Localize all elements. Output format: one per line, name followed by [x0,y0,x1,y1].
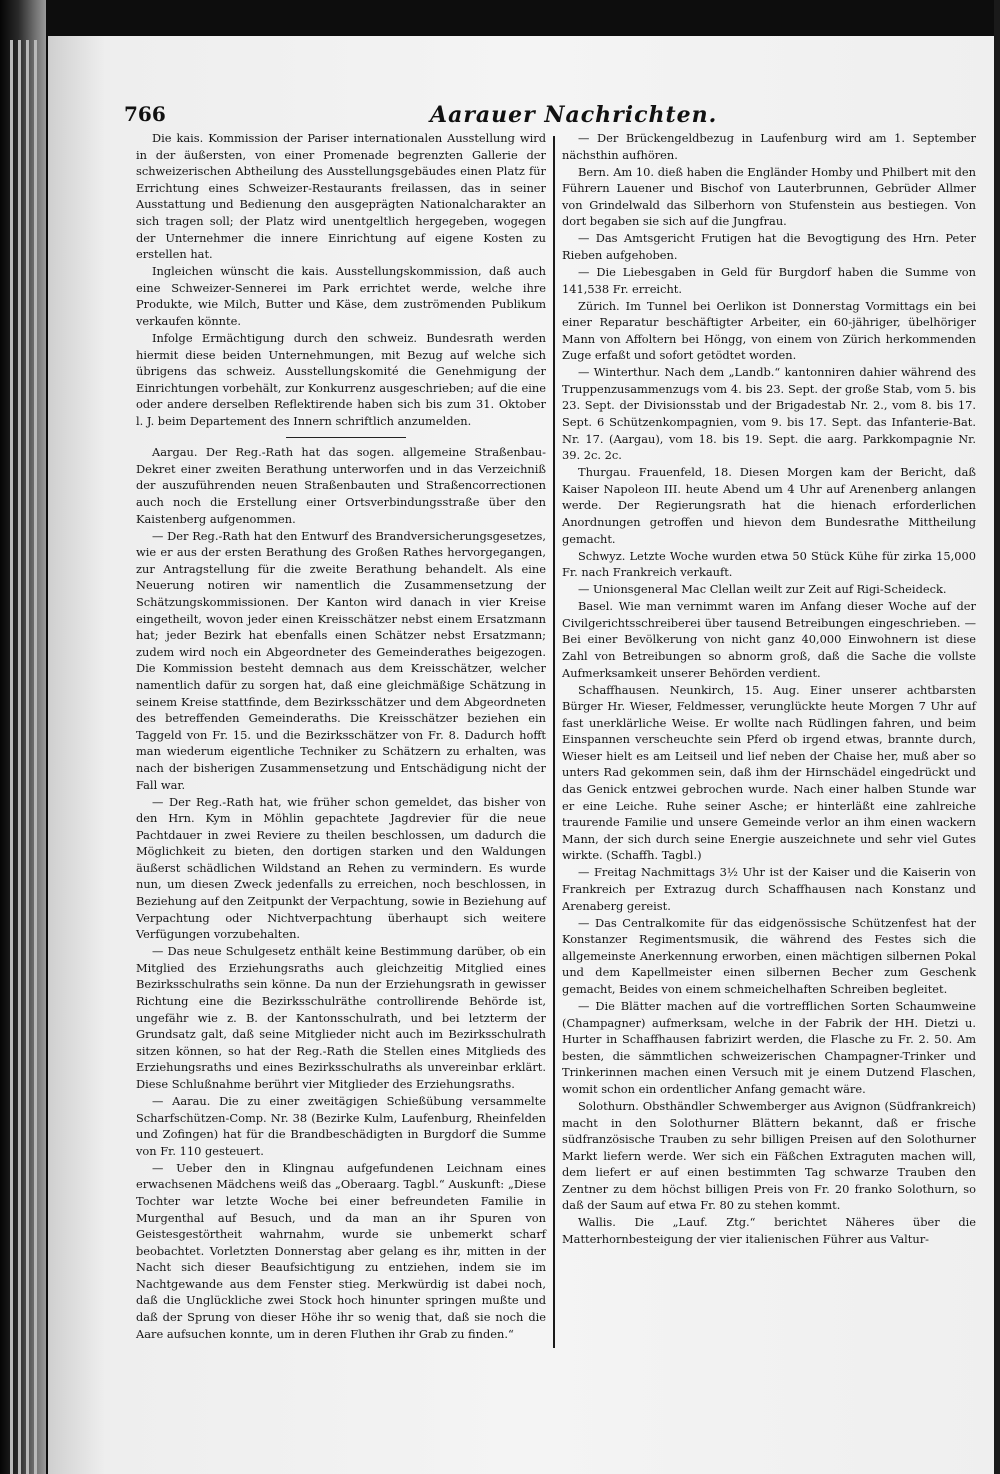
paragraph: Zürich. Im Tunnel bei Oerlikon ist Donnerstag Vormittags ein bei einer Reparatur beschäftigter Arbeiter, ein 60-jähriger, übelhöriger Mann von Affoltern bei Höngg, von einem von Zürich herkommenden Zuge erfaßt und sofort getödtet worden. [562,298,976,363]
paragraph: Thurgau. Frauenfeld, 18. Diesen Morgen kam der Bericht, daß Kaiser Napoleon III. heute Abend um 4 Uhr auf Arenenberg anlangen werde. Der Regierungsrath hat die hienach erforderlichen Anordnungen getroffen und hievon dem Bundesrathe Mittheilung gemacht. [562,465,976,546]
paragraph: — Aarau. Die zu einer zweitägigen Schießübung versammelte Scharfschützen-Comp. Nr. 38 (Bezirke Kulm, Laufenburg, Rheinfelden und Zofingen) hat für die Brandbeschädigten in Burgdorf die Summe von Fr. 110 gesteuert. [136,1093,546,1158]
book-spine [0,0,46,1474]
paragraph: Infolge Ermächtigung durch den schweiz. Bundesrath werden hiermit diese beiden Unternehmungen, mit Bezug auf welche sich übrigens das schweiz. Ausstellungskomité die Genehmigung der Einrichtungen vorbehält, zur Konkurrenz ausgeschrieben; auf die eine oder andere derselben Reflektirende haben sich bis zum 31. Oktober l. J. beim Departement des Innern schriftlich anzumelden. [136,330,546,428]
page-edge [10,40,13,1474]
paragraph: Basel. Wie man vernimmt waren im Anfang dieser Woche auf der Civilgerichtsschreiberei über tausend Betreibungen eingeschrieben. — Bei einer Bevölkerung von nicht ganz 40,000 Einwohnern ist diese Zahl von Betreibungen so abnorm groß, daß die Sache die vollste Aufmerksamkeit unserer Behörden verdient. [562,599,976,680]
paragraph: — Das Centralkomite für das eidgenössische Schützenfest hat der Konstanzer Regimentsmusik, die während des Festes sich die allgemeinste Anerkennung erworben, einen mächtigen silbernen Pokal und dem Kapellmeister einen silbernen Becher zum Geschenk gemacht, Beides von einem schmeichelhaften Schreiben begleitet. [562,915,976,996]
section-rule [136,430,546,444]
paragraph: — Das Amtsgericht Frutigen hat die Bevogtigung des Hrn. Peter Rieben aufgehoben. [562,231,976,262]
page-edge [18,40,21,1474]
page-number: 766 [124,102,166,126]
page-edge [34,40,37,1474]
running-title: Aarauer Nachrichten. [430,102,718,128]
paragraph: Die kais. Kommission der Pariser internationalen Ausstellung wird in der äußersten, von einer Promenade begrenzten Gallerie der schweizerischen Abtheilung des Ausstellungsgebäudes einen Platz für Errichtung eines Schweizer-Restaurants freilassen, das in seiner Ausstattung und Bedienung den ausgeprägten Nationalcharakter an sich tragen soll; der Platz wird unentgeltlich hergegeben, wogegen der Unternehmer die innere Einrichtung auf eigene Kosten zu erstellen hat. [136,131,546,262]
scan-border [994,0,1000,1474]
paragraph: Aargau. Der Reg.-Rath hat das sogen. allgemeine Straßenbau-Dekret einer zweiten Berathung unterworfen und in das Verzeichniß der auszuführenden neuen Straßenbauten und Straßencorrectionen auch noch die Erstellung einer Ortsverbindungsstraße über den Kaistenberg aufgenommen. [136,445,546,526]
paragraph: — Der Brückengeldbezug in Laufenburg wird am 1. September nächsthin aufhören. [562,131,976,162]
paragraph: Wallis. Die „Lauf. Ztg.“ berichtet Näheres über die Matterhornbesteigung der vier italienischen Führer aus Valtur- [562,1215,976,1247]
paragraph: — Freitag Nachmittags 3½ Uhr ist der Kaiser und die Kaiserin von Frankreich per Extrazug durch Schaffhausen nach Konstanz und Arenaberg gereist. [562,865,976,913]
paragraph: — Ueber den in Klingnau aufgefundenen Leichnam eines erwachsenen Mädchens weiß das „Oberaarg. Tagbl.“ Auskunft: „Diese Tochter war letzte Woche bei einer befreundeten Familie in Murgenthal auf Besuch, und da man an ihr Spuren von Geistesgestörtheit wahrnahm, wurde sie unbemerkt scharf beobachtet. Vorletzten Donnerstag aber gelang es ihr, mitten in der Nacht sich dieser Beaufsichtigung zu entziehen, indem sie im Nachtgewande aus dem Fenster stieg. Merkwürdig ist dabei noch, daß die Unglückliche zwei Stock hoch hinunter springen mußte und daß der Sprung von dieser Höhe ihr so wenig that, daß sie noch die Aare aufsuchen konnte, um in deren Fluthen ihr Grab zu finden.“ [136,1160,546,1341]
paragraph: — Der Reg.-Rath hat, wie früher schon gemeldet, das bisher von den Hrn. Kym in Möhlin gepachtete Jagdrevier für die neue Pachtdauer in zwei Reviere zu theilen beschlossen, um dadurch die Möglichkeit zu bieten, den dortigen starken und den Waldungen äußerst schädlichen Wildstand an Rehen zu vermindern. Es wurde nun, um diesen Zweck jedenfalls zu erreichen, noch beschlossen, in Beziehung auf den Zeitpunkt der Verpachtung, sowie in Beziehung auf Verpachtung oder Nichtverpachtung überhaupt sich weitere Verfügungen vorzubehalten. [136,794,546,942]
paragraph: — Das neue Schulgesetz enthält keine Bestimmung darüber, ob ein Mitglied des Erziehungsraths auch gleichzeitig Mitglied eines Bezirksschulraths sein könne. Da nun der Erziehungsrath in gewisser Richtung eine die Bezirksschulräthe controllirende Behörde ist, ungefähr wie z. B. der Kantonsschulrath, und bei letzterm der Grundsatz galt, daß seine Mitglieder nicht auch im Bezirksschulrath sitzen können, so hat der Reg.-Rath die Stellen eines Mitglieds des Erziehungsraths und eines Bezirksschulraths als unvereinbar erklärt. Diese Schlußnahme berührt vier Mitglieder des Erziehungsraths. [136,944,546,1091]
paragraph: — Unionsgeneral Mac Clellan weilt zur Zeit auf Rigi-Scheideck. [578,582,947,597]
left-column [136,130,546,1342]
paragraph: — Die Blätter machen auf die vortrefflichen Sorten Schaumweine (Champagner) aufmerksam, welche in der Fabrik der HH. Dietzi u. Hurter in Schaffhausen fabrizirt werden, die Flasche zu Fr. 2. 50. Am besten, die sämmtlichen schweizerischen Champagner-Trinker und Trinkerinnen machen einen Versuch mit je einem Dutzend Flaschen, womit schon ein ordentlicher Anfang gemacht wäre. [562,998,976,1096]
right-column [562,130,976,1248]
paragraph: Schaffhausen. Neunkirch, 15. Aug. Einer unserer achtbarsten Bürger Hr. Wieser, Feldmesser, verunglückte heute Morgen 7 Uhr auf fast unerklärliche Weise. Er wollte nach Rüdlingen fahren, und beim Einspannen verscheuchte sein Pferd ob irgend etwas, brannte durch, Wieser hielt es am Leitseil und lief neben der Chaise her, muß aber so unters Rad gekommen sein, daß ihm der Hirnschädel eingedrückt und das Genick entzwei gebrochen wurde. Nach einer halben Stunde war er eine Leiche. Ruhe seiner Asche; er hinterläßt eine zahlreiche traurende Familie und unsere Gemeinde verlor an ihm einen wackern Mann, der sich durch seine Energie auszeichnete und sehr viel Gutes wirkte. (Schaffh. Tagbl.) [562,682,976,863]
page-edge [26,40,29,1474]
column-divider [553,136,555,1348]
paragraph: Schwyz. Letzte Woche wurden etwa 50 Stück Kühe für zirka 15,000 Fr. nach Frankreich verkauft. [562,548,976,580]
paragraph: — Winterthur. Nach dem „Landb.“ kantonniren dahier während des Truppenzusammenzugs vom 4. bis 23. Sept. der große Stab, vom 5. bis 23. Sept. der Divisionsstab und der Brigadestab Nr. 2., vom 8. bis 17. Sept. 6 Schützenkompagnien, vom 9. bis 17. Sept. das Infanterie-Bat. Nr. 17. (Aargau), vom 18. bis 19. Sept. die aarg. Parkkompagnie Nr. 39. 2c. 2c. [562,365,976,463]
paragraph: Ingleichen wünscht die kais. Ausstellungskommission, daß auch eine Schweizer-Sennerei im Park errichtet werde, welche ihre Produkte, wie Milch, Butter und Käse, dem zuströmenden Publikum verkaufen könnte. [136,264,546,328]
paragraph: — Die Liebesgaben in Geld für Burgdorf haben die Summe von 141,538 Fr. erreicht. [562,264,976,296]
page-header [0,102,1000,132]
paragraph: Solothurn. Obsthändler Schwemberger aus Avignon (Südfrankreich) macht in den Solothurner Blättern bekannt, daß er frische südfranzösische Trauben zu sehr billigen Preisen auf den Solothurner Markt liefern werde. Wer sich ein Fäßchen Extraguten machen will, dem liefert er auf einen bestimmten Tag schwarze Trauben den Zentner zu dem höchst billigen Preis von Fr. 20 franko Solothurn, so daß der Saum auf etwa Fr. 80 zu stehen kommt. [562,1098,976,1213]
paragraph: — Der Reg.-Rath hat den Entwurf des Brandversicherungsgesetzes, wie er aus der ersten Berathung des Großen Rathes hervorgegangen, zur Antragstellung für die zweite Berathung behandelt. Als eine Neuerung notiren wir namentlich die Zusammensetzung der Schätzungskommissionen. Der Kanton wird danach in vier Kreise eingetheilt, wovon jeder einen Kreisschätzer nebst einem Ersatzmann hat; jeder Bezirk hat ebenfalls einen Schätzer nebst Ersatzmann; zudem wird noch ein Abgeordneter des Gemeinderathes beigezogen. Die Kommission besteht demnach aus dem Kreisschätzer, welcher namentlich dafür zu sorgen hat, daß eine gleichmäßige Schätzung in seinem Kreise stattfinde, dem Bezirksschätzer und dem Abgeordneten des betreffenden Gemeinderaths. Die Kreisschätzer beziehen ein Taggeld von Fr. 15. und die Bezirksschätzer von Fr. 8. Dadurch hofft man wiederum eigentliche Techniker zu Schätzern zu erhalten, was nach der bisherigen Zusammensetzung und Entschädigung nicht der Fall war. [136,528,546,792]
paragraph: Bern. Am 10. dieß haben die Engländer Homby und Philbert mit den Führern Lauener und Bischof von Lauterbrunnen, Gebrüder Allmer von Grindelwald das Silberhorn von Stufenstein aus bestiegen. Von dort begaben sie sich auf die Jungfrau. [562,164,976,229]
